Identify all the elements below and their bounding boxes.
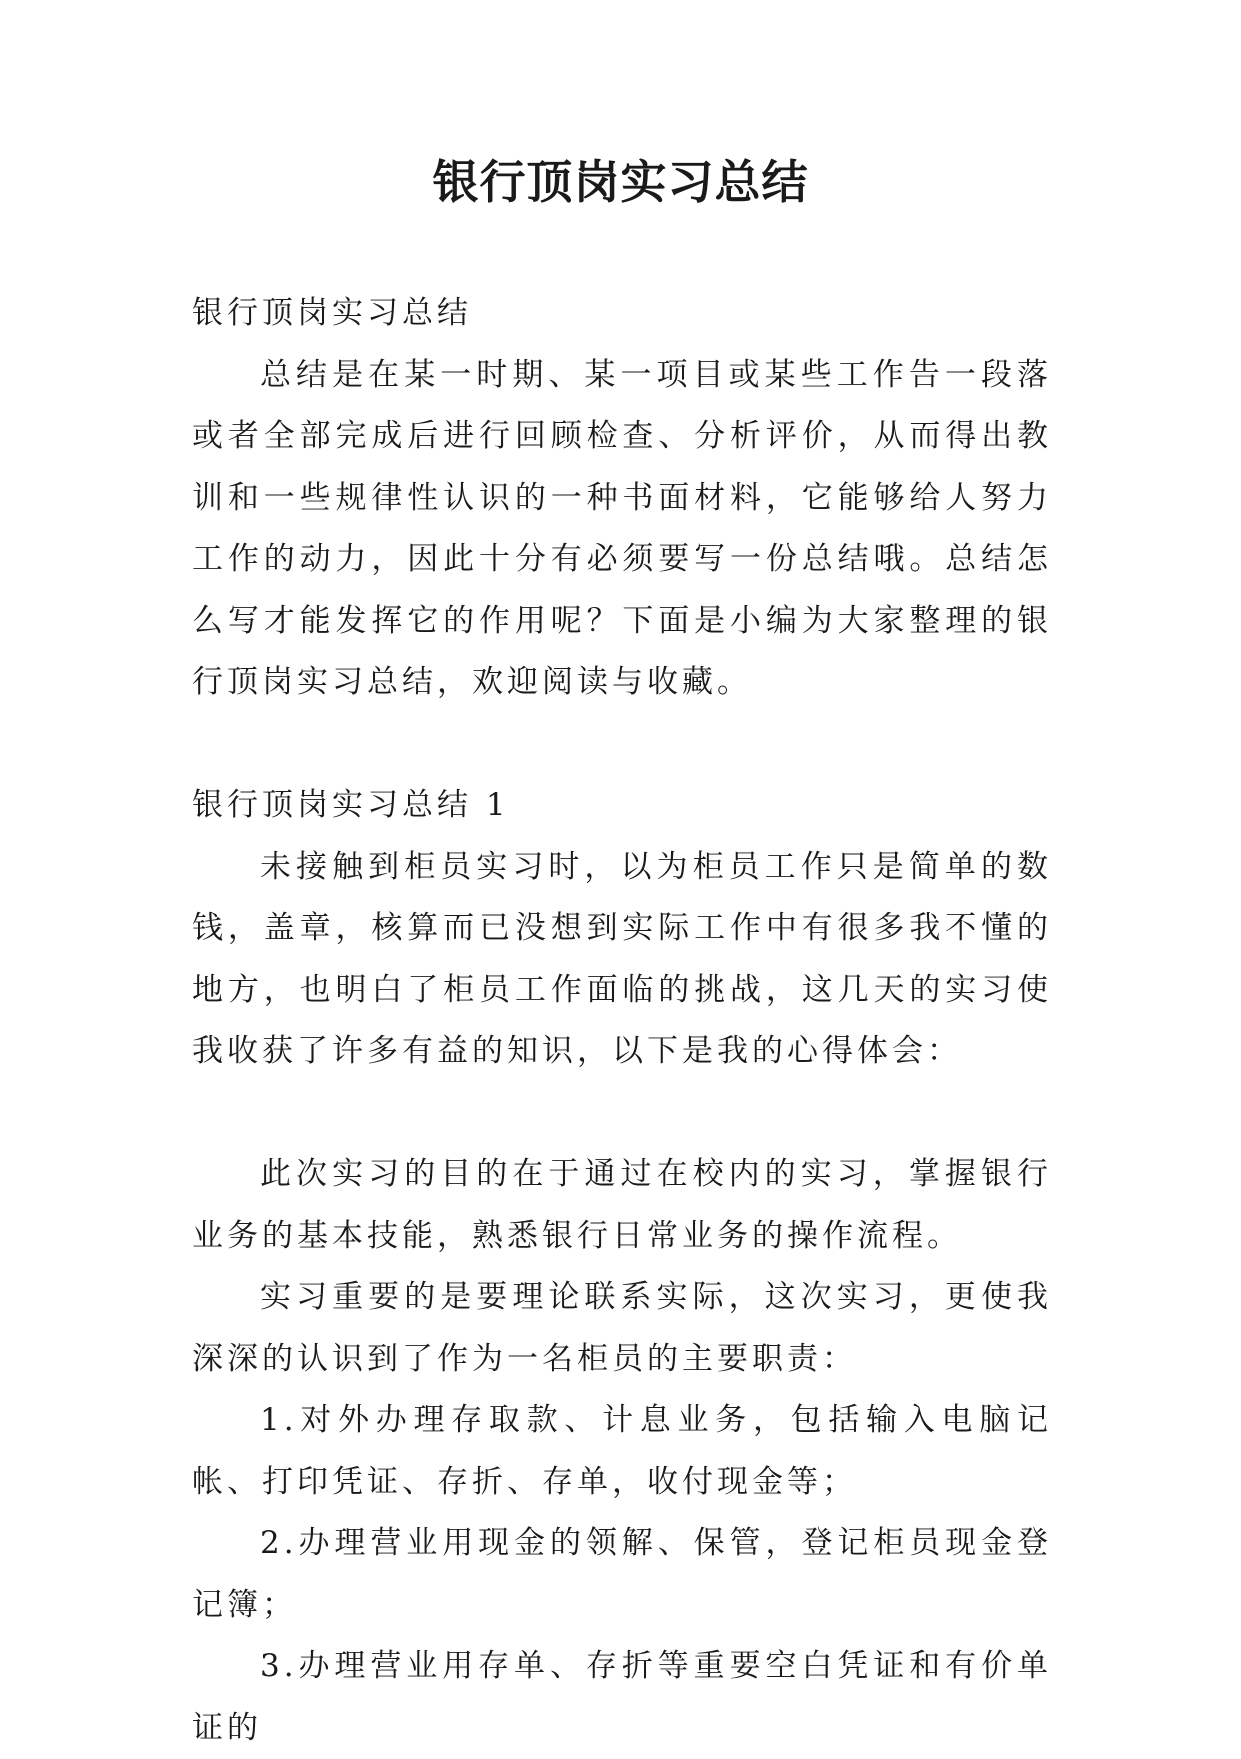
list-item: 2.办理营业用现金的领解、保管，登记柜员现金登记簿； [192, 1525, 1052, 1623]
body-paragraph: 实习重要的是要理论联系实际，这次实习，更使我深深的认识到了作为一名柜员的主要职责： [192, 1279, 1052, 1377]
section-heading: 银行顶岗实习总结 1 [192, 787, 510, 823]
body-paragraph: 总结是在某一时期、某一项目或某些工作告一段落或者全部完成后进行回顾检查、分析评价，从而得出教训和一些规律性认识的一种书面材料，它能够给人努力工作的动力，因此十分有必须要写一份总结哦。总结怎么写才能发挥它的作用呢？下面是小编为大家整理的银行顶岗实习总结，欢迎阅读与收藏。 [192, 356, 1052, 700]
list-item: 1.对外办理存取款、计息业务，包括输入电脑记帐、打印凭证、存折、存单，收付现金等； [192, 1402, 1052, 1500]
body-paragraph: 未接触到柜员实习时，以为柜员工作只是简单的数钱，盖章，核算而已没想到实际工作中有很多我不懂的地方，也明白了柜员工作面临的挑战，这几天的实习使我收获了许多有益的知识，以下是我的心得体会： [192, 848, 1052, 1069]
blank-line [192, 714, 1052, 776]
body-paragraph: 此次实习的目的在于通过在校内的实习，掌握银行业务的基本技能，熟悉银行日常业务的操作流程。 [192, 1156, 1052, 1254]
list-item: 3.办理营业用存单、存折等重要空白凭证和有价单证的 [192, 1648, 1052, 1746]
document-title: 银行顶岗实习总结 [432, 155, 809, 209]
blank-line [192, 1083, 1052, 1145]
section-heading: 银行顶岗实习总结 [192, 295, 472, 331]
document-body [192, 283, 1052, 1759]
